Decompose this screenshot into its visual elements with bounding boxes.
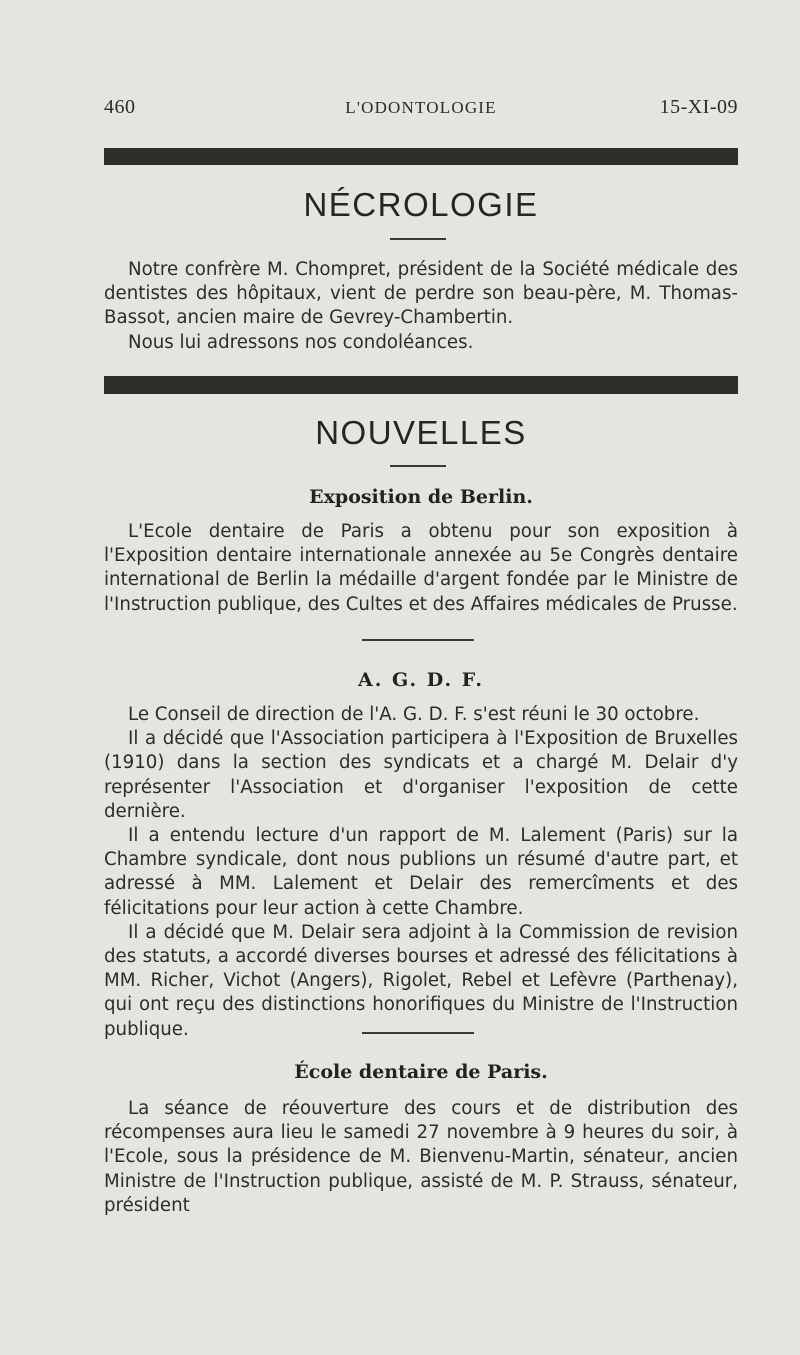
journal-title: L'ODONTOLOGIE <box>345 98 497 117</box>
article-separator-rule <box>362 1032 474 1034</box>
ecole-subheading: École dentaire de Paris. <box>294 1061 548 1083</box>
issue-date: 15-XI-09 <box>659 96 738 118</box>
heading-rule <box>390 465 446 467</box>
berlin-subheading: Exposition de Berlin. <box>309 486 533 508</box>
agdf-subheading: A. G. D. F. <box>358 669 484 691</box>
paragraph: L'Ecole dentaire de Paris a obtenu pour son exposition à l'Exposition dentaire internationale annexée au 5e Congrès dentaire international de Berlin la médaille d'argent fondée par le Ministre de l'Instruction publique, des Cultes et des Affaires médicales de Prusse. <box>104 521 738 615</box>
section-divider-bar <box>104 148 738 165</box>
article-separator-rule <box>362 639 474 641</box>
running-header <box>104 96 738 126</box>
section-divider-bar <box>104 376 738 394</box>
paragraph: Le Conseil de direction de l'A. G. D. F. s'est réuni le 30 octobre. <box>128 704 700 725</box>
paragraph: Il a entendu lecture d'un rapport de M. Lalement (Paris) sur la Chambre syndicale, dont nous publions un résumé d'autre part, et adressé à MM. Lalement et Delair des remercîments et des félicitations pour leur action à cette Chambre. <box>104 825 738 919</box>
paragraph: Notre confrère M. Chompret, président de la Société médicale des dentistes des hôpitaux, vient de perdre son beau-père, M. Thomas-Bassot, ancien maire de Gevrey-Chambertin. <box>104 259 738 329</box>
necrologie-text <box>104 258 738 355</box>
paragraph: Nous lui adressons nos condoléances. <box>128 331 474 353</box>
nouvelles-heading: NOUVELLES <box>315 414 527 451</box>
berlin-text <box>104 520 738 617</box>
necrologie-heading: NÉCROLOGIE <box>303 186 539 223</box>
paragraph: Il a décidé que M. Delair sera adjoint à la Commission de revision des statuts, a accordé diverses bourses et adressé des félicitations à MM. Richer, Vichot (Angers), Rigolet, Rebel et Lefèvre (Parthenay), qui ont reçu des distinctions honorifiques du Ministre de l'Instruction publique. <box>104 921 738 1040</box>
page-number: 460 <box>104 96 136 118</box>
paragraph: La séance de réouverture des cours et de distribution des récompenses aura lieu le samedi 27 novembre à 9 heures du soir, à l'Ecole, sous la présidence de M. Bienvenu-Martin, sénateur, ancien Ministre de l'Instruction publique, assisté de M. P. Strauss, sénateur, président <box>104 1098 738 1216</box>
agdf-text <box>104 703 738 1042</box>
paragraph: Il a décidé que l'Association participera à l'Exposition de Bruxelles (1910) dans la section des syndicats et a chargé M. Delair d'y représenter l'Association et d'organiser l'exposition de cette dernière. <box>104 728 738 822</box>
ecole-text <box>104 1097 738 1218</box>
heading-rule <box>390 238 446 240</box>
